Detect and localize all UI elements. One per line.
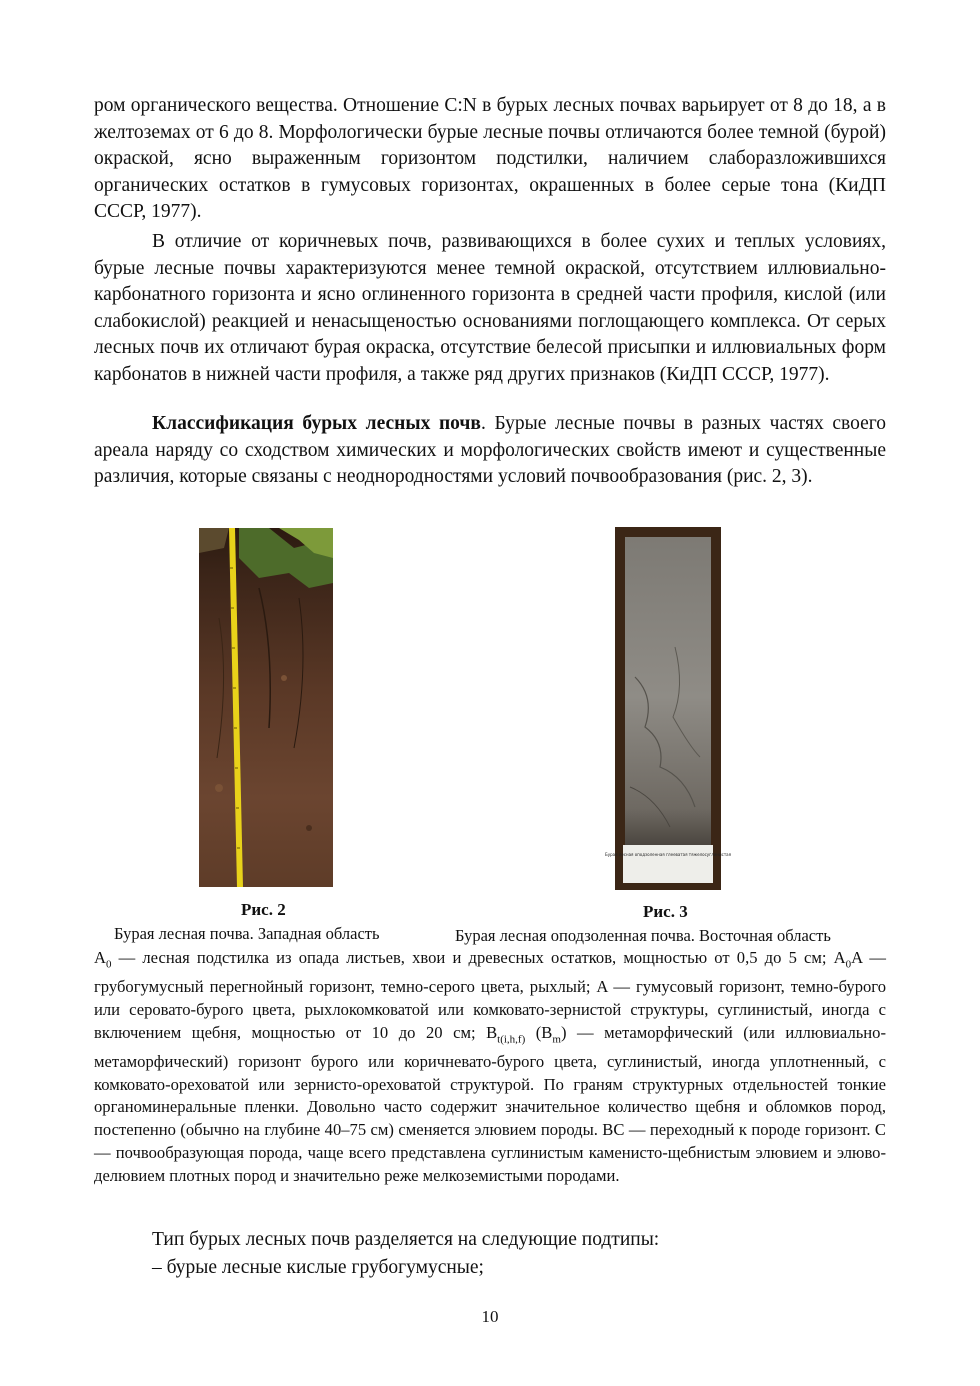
page-number: 10: [481, 1307, 499, 1326]
figure-2-caption: Бурая лесная почва. Западная область: [114, 924, 380, 943]
horizon-legend: $A_0$ — лесная подстилка из опада листьев, хвои и древесных остатков, мощностью от 0,5 до 5 см; $A_0A$ — грубогумусный перегнойный горизонт, темно-серого цвета, рыхлый; A — гумусовый горизонт, темно-бурого или серовато-бурого цвета, рыхлокомковатой или комковато-зернистой структуры, суглинистый, иногда с включением щебня, мощностью от 10 до 20 см; $B_{t(i,h,f)}$ $(B_m)$ — метаморфический (или иллювиально-метаморфический) горизонт бурого или коричневато-бурого цвета, суглинистый, иногда уплотненный, с комковато-ореховатой или зернисто-ореховатой структурой. По граням структурных отдельностей тонкие органоминеральные пленки. Довольно часто содержит значительное количество щебня и обломков пород, постепенно (обычно на глубине 40–75 см) сменяется элювием породы. BC — переходный к породе горизонт. C — почвообразующая порода, чаще всего представлена суглинистым каменисто-щебнистым элювием и элюво-делювием плотных пород и значительно реже мелкоземистыми породами.: [94, 948, 886, 1185]
subtypes-list: [152, 1226, 659, 1282]
figure-3-caption: Бурая лесная оподзоленная почва. Восточная область: [455, 926, 831, 945]
subtype-item: – бурые лесные кислые грубогумусные;: [152, 1257, 484, 1278]
paragraph-1: ром органического вещества. Отношение C:N в бурых лесных почвах варьирует от 8 до 18, а в желтоземах от 6 до 8. Морфологически бурые лесные почвы отличаются более темной (бурой) окраской, ясно выраженным горизонтом подстилки, наличием слаборазложившихся органических остатков в гумусовых горизонтах, окрашенных в более серые тона (КиДП СССР, 1977).: [94, 95, 886, 223]
monolith-label: Бурая лесная оподзоленная глееватая тяжелосуглинистая: [604, 852, 732, 857]
figure-3-photo: [604, 527, 732, 890]
figure-2-title: Рис. 2: [241, 900, 286, 919]
subtypes-intro: Тип бурых лесных почв разделяется на следующие подтипы:: [152, 1229, 660, 1250]
paragraph-2: В отличие от коричневых почв, развивающихся в более сухих и теплых условиях, бурые лесные почвы характеризуются менее темной окраской, отсутствием иллювиально-карбонатного горизонта и ясно оглиненного горизонта в средней части профиля, кислой (или слабокислой) реакцией и ненасыщеностью основаниями поглощающего комплекса. От серых лесных почв их отличают бурая окраска, отсутствие белесой присыпки и иллювиальных форм карбонатов в нижней части профиля, а также ряд других признаков (КиДП СССР, 1977).: [94, 231, 886, 385]
paragraph-3-text: . Бурые лесные почвы в разных частях своего ареала наряду со сходством химических и морфологических свойств имеют и существенные различия, которые связаны с неоднородностями условий почвообразования (рис. 2, 3).: [94, 413, 886, 488]
figure-3-title: Рис. 3: [643, 902, 688, 921]
figure-2-photo: [199, 528, 333, 887]
paragraph-3: [94, 411, 886, 491]
classification-heading: Классификация бурых лесных почв: [152, 413, 481, 434]
